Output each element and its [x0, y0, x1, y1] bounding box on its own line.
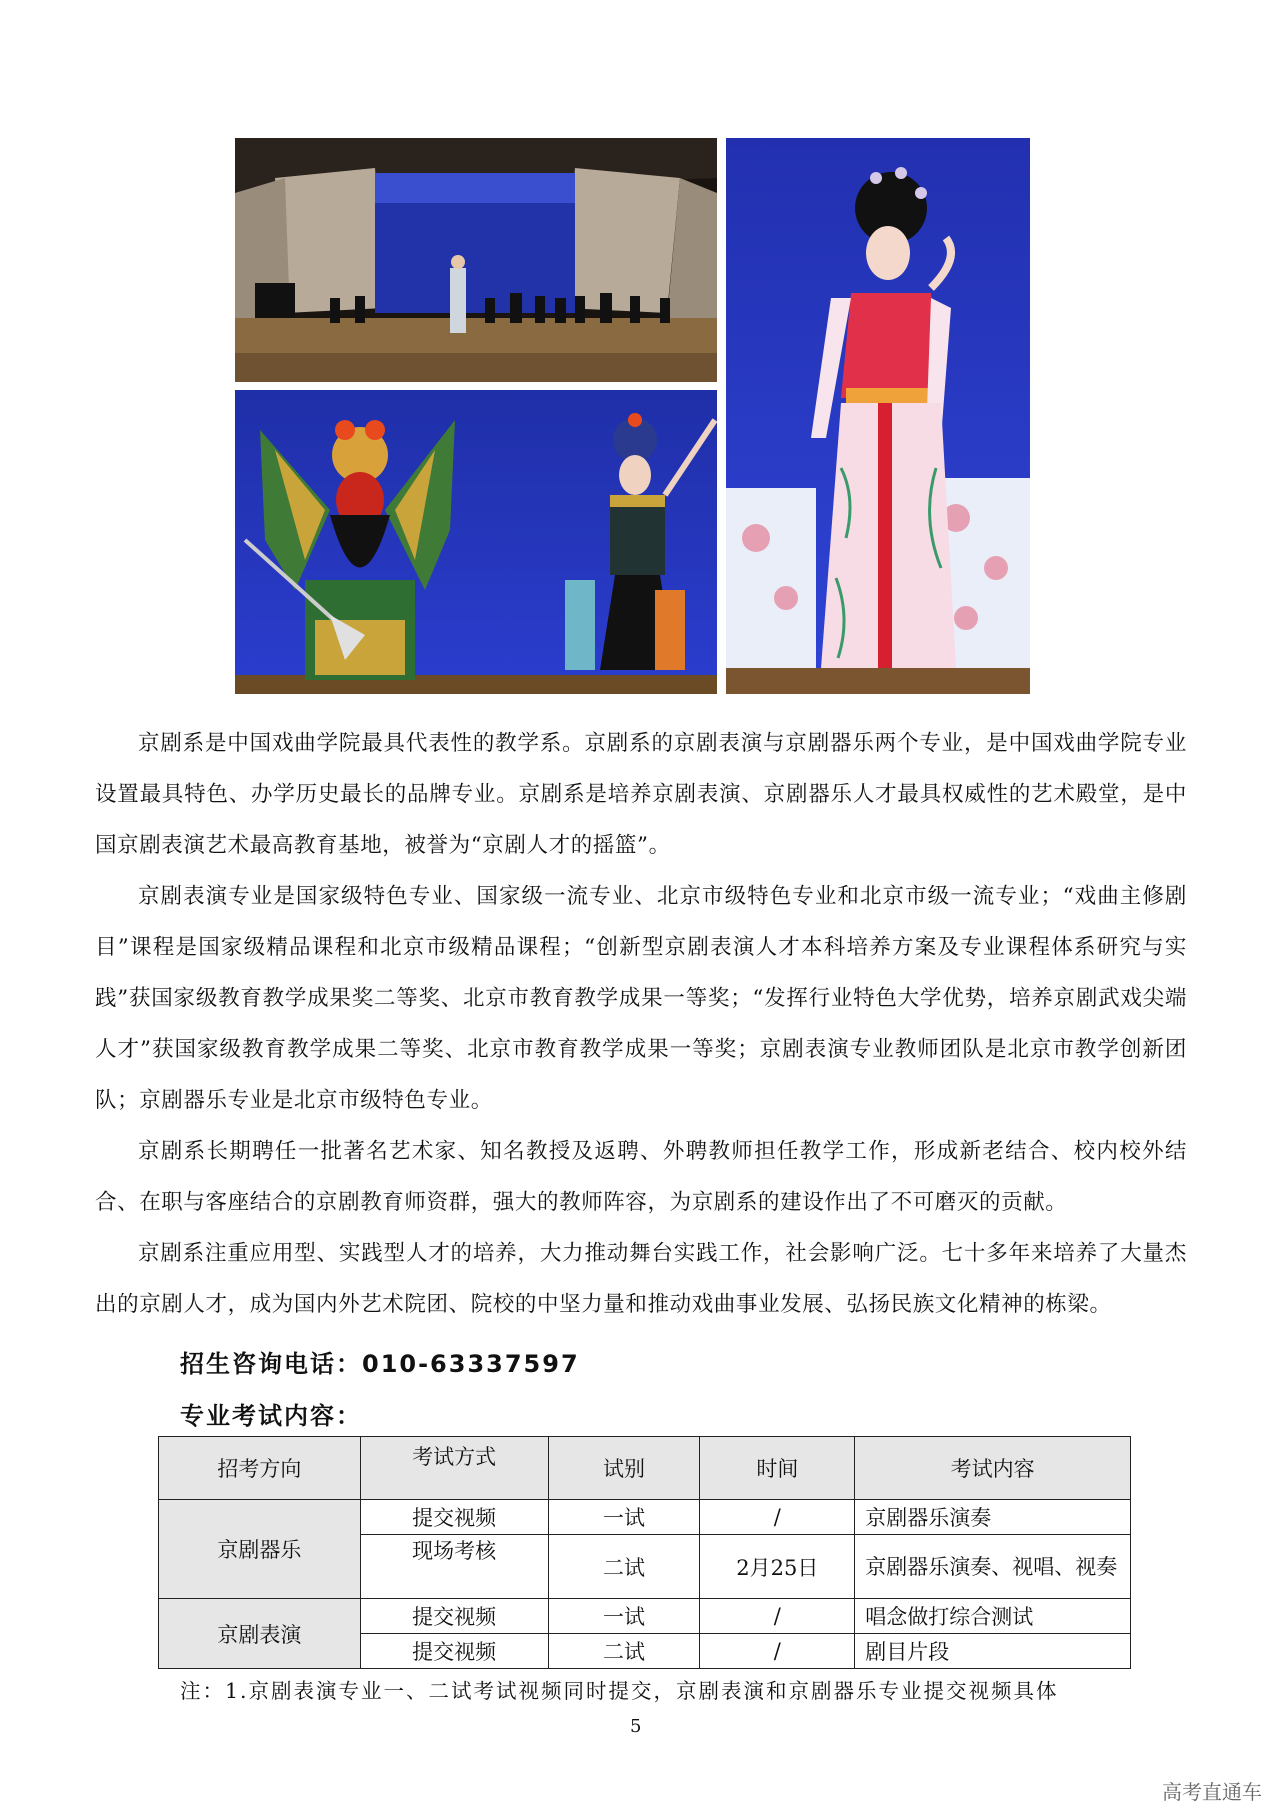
exam-table	[158, 1436, 1131, 1669]
time-cell: 2月25日	[700, 1535, 855, 1599]
method-cell: 提交视频	[360, 1599, 548, 1634]
paragraph-performance-major: 京剧表演专业是国家级特色专业、国家级一流专业、北京市级特色专业和北京市级一流专业；“戏曲主修剧目”课程是国家级精品课程和北京市级精品课程；“创新型京剧表演人才本科培养方案及专业课程体系研究与实践”获国家级教育教学成果奖二等奖、北京市教育教学成果一等奖；“发挥行业特色大学优势，培养京剧武戏尖端人才”获国家级教育教学成果二等奖、北京市教育教学成果一等奖；京剧表演专业教师团队是北京市教学创新团队；京剧器乐专业是北京市级特色专业。	[95, 884, 1187, 1113]
method-cell: 提交视频	[360, 1500, 548, 1535]
content-cell: 剧目片段	[855, 1634, 1131, 1669]
direction-cell: 京剧器乐	[159, 1500, 361, 1599]
phone-heading: 招生咨询电话：010-63337597	[180, 1350, 580, 1378]
page-number: 5	[630, 1716, 642, 1737]
paragraph-intro: 京剧系是中国戏曲学院最具代表性的教学系。京剧系的京剧表演与京剧器乐两个专业，是中国戏曲学院专业设置最具特色、办学历史最长的品牌专业。京剧系是培养京剧表演、京剧器乐人才最具权威性的艺术殿堂，是中国京剧表演艺术最高教育基地，被誉为“京剧人才的摇篮”。	[95, 731, 1187, 858]
paragraph-practice: 京剧系注重应用型、实践型人才的培养，大力推动舞台实践工作，社会影响广泛。七十多年来培养了大量杰出的京剧人才，成为国内外艺术院团、院校的中坚力量和推动戏曲事业发展、弘扬民族文化精神的栋梁。	[95, 1241, 1187, 1317]
table-row	[159, 1500, 1131, 1535]
content-cell: 京剧器乐演奏、视唱、视奏	[855, 1535, 1131, 1599]
concert-photo	[235, 138, 717, 382]
method-cell: 提交视频	[360, 1634, 548, 1669]
paragraph-faculty: 京剧系长期聘任一批著名艺术家、知名教授及返聘、外聘教师担任教学工作，形成新老结合、校内校外结合、在职与客座结合的京剧教育师资群，强大的教师阵容，为京剧系的建设作出了不可磨灭的贡献。	[95, 1139, 1187, 1215]
time-cell: /	[700, 1634, 855, 1669]
watermark-logo: 高考直通车	[1162, 1780, 1262, 1804]
header-direction: 招考方向	[159, 1437, 361, 1500]
header-content: 考试内容	[855, 1437, 1131, 1500]
header-method: 考试方式	[360, 1437, 548, 1500]
exam-heading: 专业考试内容：	[180, 1402, 362, 1430]
content-cell: 唱念做打综合测试	[855, 1599, 1131, 1634]
table-header-row	[159, 1437, 1131, 1500]
table-row	[159, 1599, 1131, 1634]
round-cell: 一试	[548, 1599, 700, 1634]
time-cell: /	[700, 1599, 855, 1634]
round-cell: 一试	[548, 1500, 700, 1535]
content-cell: 京剧器乐演奏	[855, 1500, 1131, 1535]
round-cell: 二试	[548, 1535, 700, 1599]
direction-cell: 京剧表演	[159, 1599, 361, 1669]
header-round: 试别	[548, 1437, 700, 1500]
body-text	[95, 718, 1187, 1330]
opera-martial-photo	[235, 390, 717, 694]
method-cell: 现场考核	[360, 1535, 548, 1599]
header-time: 时间	[700, 1437, 855, 1500]
round-cell: 二试	[548, 1634, 700, 1669]
footnote: 注：1.京剧表演专业一、二试考试视频同时提交，京剧表演和京剧器乐专业提交视频具体	[180, 1679, 1059, 1703]
time-cell: /	[700, 1500, 855, 1535]
opera-actress-photo	[726, 138, 1030, 694]
